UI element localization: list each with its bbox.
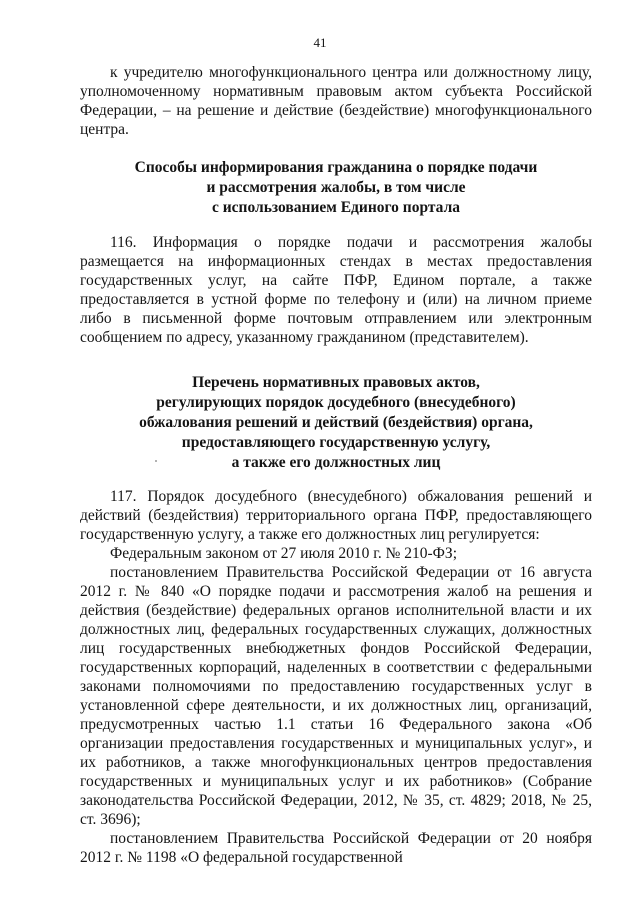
heading-informing-methods [80, 158, 592, 218]
paragraph-117: 117. Порядок досудебного (внесудебного) обжалования решений и действий (бездействия) территориального органа ПФР, предоставляющего государственную услугу, а также его должностных лиц регулируется: [80, 488, 592, 543]
heading-line: а также его должностных лиц [231, 454, 441, 471]
heading-line: и рассмотрения жалобы, в том числе [206, 179, 466, 196]
heading-line: с использованием Единого портала [211, 199, 461, 216]
paragraph-116: 116. Информация о порядке подачи и рассмотрения жалобы размещается на информационных стендах в местах предоставления государственных услуг, на сайте ПФР, Едином портале, а также предоставляется в устной форме по телефону и (или) на личном приеме либо в письменной форме почтовым отправлением или электронным сообщением по адресу, указанному гражданином (представителем). [80, 234, 592, 346]
scan-speck [155, 460, 157, 462]
paragraph-federal-law: Федеральным законом от 27 июля 2010 г. № 210-ФЗ; [110, 545, 458, 562]
paragraph-resolution-840: постановлением Правительства Российской Федерации от 16 августа 2012 г. № 840 «О порядке подачи и рассмотрения жалоб на решения и действия (бездействие) федеральных органов исполнительной власти и их должностных лиц, федеральных государственных служащих, должностных лиц государственных внебюджетных фондов Российской Федерации, государственных корпораций, наделенных в соответствии с федеральными законами полномочиями по предоставлению государственных услуг в установленной сфере деятельности, и их должностных лиц, организаций, предусмотренных частью 1.1 статьи 16 Федерального закона «Об организации предоставления государственных и муниципальных услуг», и их работников, а также многофункциональных центров предоставления государственных и муниципальных услуг и их работников» (Собрание законодательства Российской Федерации, 2012, № 35, ст. 4829; 2018, № 25, ст. 3696); [80, 564, 592, 828]
heading-line: предоставляющего государственную услугу, [181, 434, 491, 451]
heading-line: обжалования решений и действий (бездействия) органа, [139, 414, 533, 431]
paragraph-intro: к учредителю многофункционального центра или должностному лицу, уполномоченному нормативным правовым актом субъекта Российской Федерации, – на решение и действие (бездействие) многофункционального центра. [80, 64, 592, 138]
heading-line: регулирующих порядок досудебного (внесудебного) [156, 394, 516, 411]
page-number: 41 [313, 35, 327, 50]
heading-line: Перечень нормативных правовых актов, [192, 374, 480, 391]
heading-line: Способы информирования гражданина о порядке подачи [134, 159, 538, 176]
paragraph-resolution-1198: постановлением Правительства Российской Федерации от 20 ноября 2012 г. № 1198 «О федеральной государственной [80, 830, 592, 866]
heading-normative-acts [80, 373, 592, 473]
